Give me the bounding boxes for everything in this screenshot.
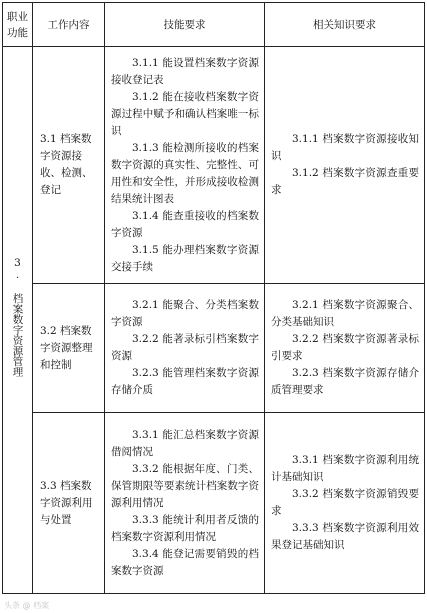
table-row xyxy=(3,413,425,594)
document-page xyxy=(2,2,424,594)
skills-cell xyxy=(105,47,265,284)
knowledge-item: 3.1.2 档案数字资源查重要求 xyxy=(271,167,419,196)
work-content-cell: 3.2 档案数字资源整理和控制 xyxy=(33,284,105,413)
knowledge-cell xyxy=(265,413,425,594)
knowledge-item: 3.2.1 档案数字资源聚合、分类基础知识 xyxy=(271,299,419,328)
function-cell xyxy=(3,47,33,594)
skill-item: 3.2.3 能管理档案数字资源存储介质 xyxy=(111,367,259,396)
skill-item: 3.1.2 能在接收档案数字资源过程中赋予和确认档案唯一标识 xyxy=(111,90,259,137)
occupational-skills-table xyxy=(2,2,425,594)
skill-item: 3.3.4 能登记需要销毁的档案数字资源 xyxy=(111,547,259,577)
knowledge-item: 3.3.2 档案数字资源销毁要求 xyxy=(271,488,419,517)
knowledge-item: 3.3.1 档案数字资源利用统计基础知识 xyxy=(271,454,419,483)
function-label: 3. 档案数字资源管理 xyxy=(11,257,24,377)
skill-item: 3.1.1 能设置档案数字资源接收登记表 xyxy=(111,56,259,86)
work-content-cell: 3.3 档案数字资源利用与处置 xyxy=(33,413,105,594)
skill-item: 3.2.2 能著录标引档案数字资源 xyxy=(111,333,259,362)
skills-cell xyxy=(105,284,265,413)
header-row xyxy=(3,3,425,47)
knowledge-item: 3.3.3 档案数字资源利用效果登记基础知识 xyxy=(271,522,419,551)
header-function: 职业功能 xyxy=(3,3,33,47)
skill-item: 3.1.5 能办理档案数字资源交接手续 xyxy=(111,243,259,273)
header-work: 工作内容 xyxy=(33,3,105,47)
knowledge-item: 3.1.1 档案数字资源接收知识 xyxy=(271,133,419,162)
work-content-cell: 3.1 档案数字资源接收、检测、登记 xyxy=(33,47,105,284)
skill-item: 3.2.1 能聚合、分类档案数字资源 xyxy=(111,299,259,328)
knowledge-cell xyxy=(265,284,425,413)
header-knowledge: 相关知识要求 xyxy=(265,3,425,47)
table-row xyxy=(3,47,425,284)
skill-item: 3.1.3 能检测所接收的档案数字资源的真实性、完整性、可用性和安全性，并形成接收检测结果统计图表 xyxy=(111,141,259,205)
skill-item: 3.3.2 能根据年度、门类、保管期限等要素统计档案数字资源利用情况 xyxy=(111,462,259,509)
watermark: 头条 @ 档案 xyxy=(4,601,50,610)
skills-cell xyxy=(105,413,265,594)
skill-item: 3.3.3 能统计利用者反馈的档案数字资源利用情况 xyxy=(111,513,259,543)
knowledge-cell xyxy=(265,47,425,284)
table-row xyxy=(3,284,425,413)
skill-item: 3.3.1 能汇总档案数字资源借阅情况 xyxy=(111,428,259,458)
knowledge-item: 3.2.2 档案数字资源著录标引要求 xyxy=(271,333,419,362)
skill-item: 3.1.4 能查重接收的档案数字资源 xyxy=(111,209,259,239)
header-skills: 技能要求 xyxy=(105,3,265,47)
knowledge-item: 3.2.3 档案数字资源存储介质管理要求 xyxy=(271,367,419,396)
